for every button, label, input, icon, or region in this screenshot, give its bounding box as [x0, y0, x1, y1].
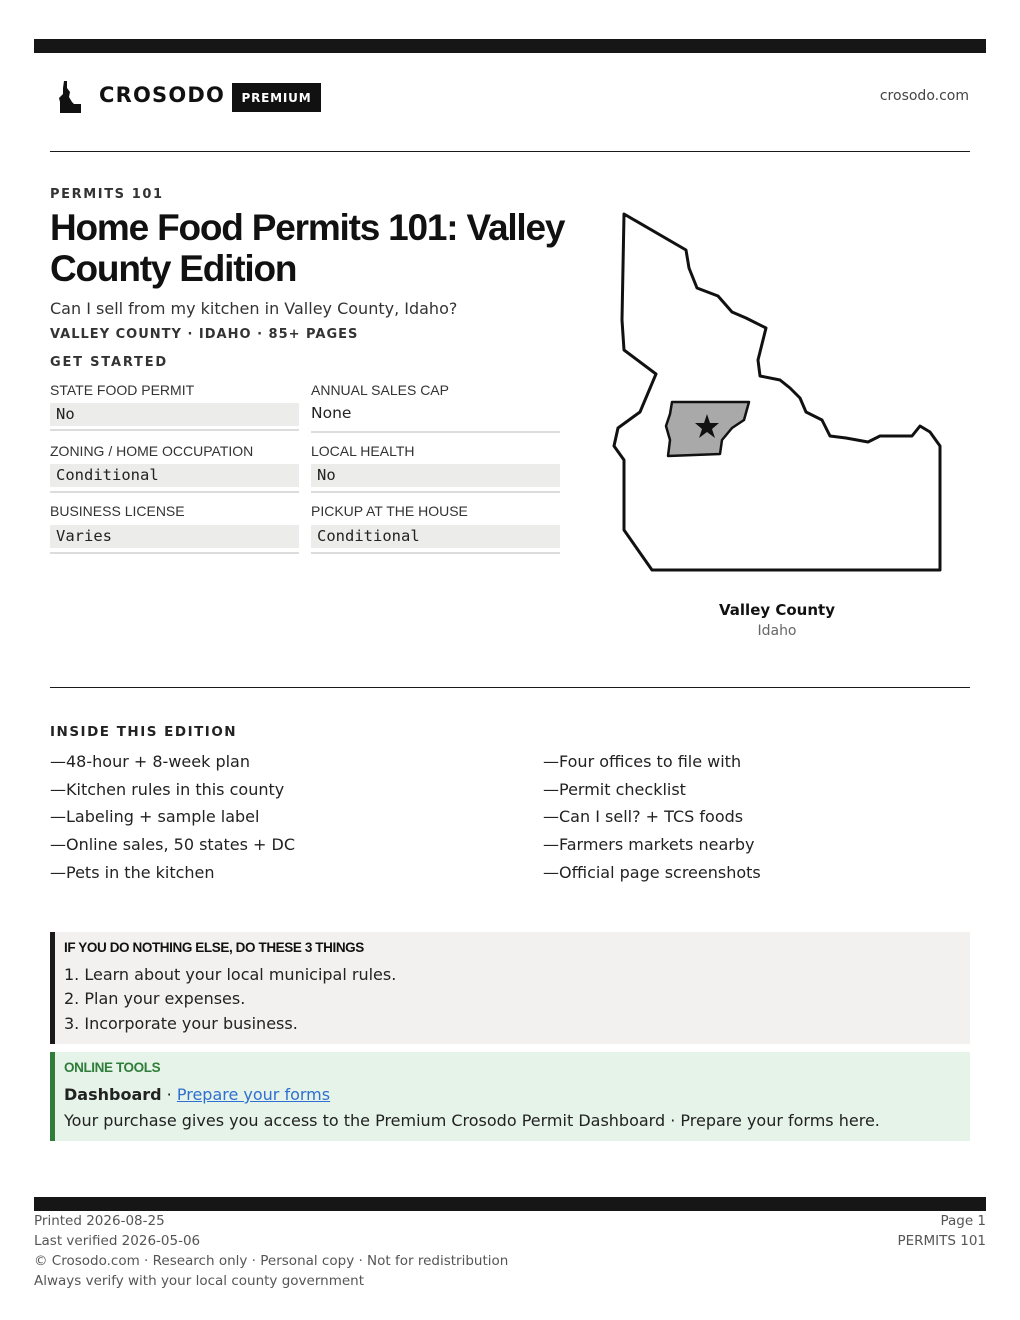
fact-label-local-health: LOCAL HEALTH — [311, 443, 415, 459]
list-item: —Labeling + sample label — [50, 807, 260, 826]
prepare-forms-link[interactable]: Prepare your forms — [176, 1085, 331, 1104]
online-tools-callout — [50, 1052, 970, 1141]
fact-label-zoning: ZONING / HOME OCCUPATION — [50, 443, 254, 459]
site-url[interactable]: crosodo.com — [879, 88, 969, 104]
list-item: —Farmers markets nearby — [543, 835, 755, 854]
copyright-note: © Crosodo.com · Research only · Personal copy · Not for redistribution — [34, 1253, 509, 1269]
fact-divider — [311, 552, 560, 554]
printed-date: Printed 2026-08-25 — [34, 1213, 165, 1229]
header-divider — [50, 151, 970, 152]
list-item: —Permit checklist — [543, 780, 686, 799]
fact-value-local-health: No — [311, 464, 560, 487]
tools-heading: ONLINE TOOLS — [64, 1060, 161, 1075]
map-county-label: Valley County — [719, 601, 835, 619]
top-rule — [34, 39, 986, 53]
list-item: —Official page screenshots — [543, 863, 761, 882]
fact-label-annual-sales-cap: ANNUAL SALES CAP — [311, 382, 449, 398]
fact-value-annual-sales-cap: None — [311, 404, 352, 422]
list-item: —Four offices to file with — [543, 752, 742, 771]
fact-divider — [311, 491, 560, 493]
todo-item: 3. Incorporate your business. — [64, 1014, 298, 1033]
section-divider — [50, 687, 970, 688]
section-kicker: PERMITS 101 — [50, 187, 164, 202]
inside-heading: INSIDE THIS EDITION — [50, 724, 238, 740]
todo-heading: IF YOU DO NOTHING ELSE, DO THESE 3 THINGS — [64, 940, 364, 955]
map-state-label: Idaho — [757, 623, 797, 639]
todo-item: 2. Plan your expenses. — [64, 989, 246, 1008]
fact-label-state-food-permit: STATE FOOD PERMIT — [50, 382, 195, 398]
verify-note: Always verify with your local county government — [34, 1273, 364, 1289]
list-item: —48-hour + 8-week plan — [50, 752, 250, 771]
footer-rule — [34, 1197, 986, 1211]
idaho-state-silhouette-icon — [58, 80, 82, 114]
page-title: Home Food Permits 101: Valley County Edition — [50, 207, 565, 289]
fact-divider — [50, 552, 299, 554]
todo-item: 1. Learn about your local municipal rules. — [64, 965, 397, 984]
idaho-county-map — [600, 208, 950, 578]
fact-value-state-food-permit: No — [50, 403, 299, 426]
fact-divider — [50, 491, 299, 493]
verified-date: Last verified 2026-05-06 — [34, 1233, 201, 1249]
fact-label-business-license: BUSINESS LICENSE — [50, 503, 185, 519]
list-item: —Online sales, 50 states + DC — [50, 835, 296, 854]
list-item: —Pets in the kitchen — [50, 863, 215, 882]
list-item: —Kitchen rules in this county — [50, 780, 285, 799]
fact-label-pickup: PICKUP AT THE HOUSE — [311, 503, 468, 519]
footer-section: PERMITS 101 — [897, 1233, 986, 1249]
dashboard-label: Dashboard — [64, 1085, 162, 1104]
list-item: —Can I sell? + TCS foods — [543, 807, 744, 826]
fact-value-business-license: Varies — [50, 525, 299, 548]
fact-value-zoning: Conditional — [50, 464, 299, 487]
tools-dashboard-line — [64, 1085, 330, 1104]
brand-name: CROSODO — [99, 83, 226, 107]
fact-divider — [50, 429, 299, 431]
premium-badge: PREMIUM — [232, 83, 321, 112]
todo-callout — [50, 932, 970, 1044]
edition-meta: VALLEY COUNTY · IDAHO · 85+ PAGES — [50, 327, 359, 342]
fact-value-pickup: Conditional — [311, 525, 560, 548]
separator: · — [161, 1085, 177, 1104]
idaho-outline — [614, 214, 940, 570]
get-started-heading: GET STARTED — [50, 355, 168, 370]
fact-divider — [311, 431, 560, 433]
tools-body: Your purchase gives you access to the Premium Crosodo Permit Dashboard · Prepare your forms here. — [64, 1111, 880, 1130]
page-subtitle: Can I sell from my kitchen in Valley County, Idaho? — [50, 299, 458, 318]
page-number: Page 1 — [940, 1213, 986, 1229]
